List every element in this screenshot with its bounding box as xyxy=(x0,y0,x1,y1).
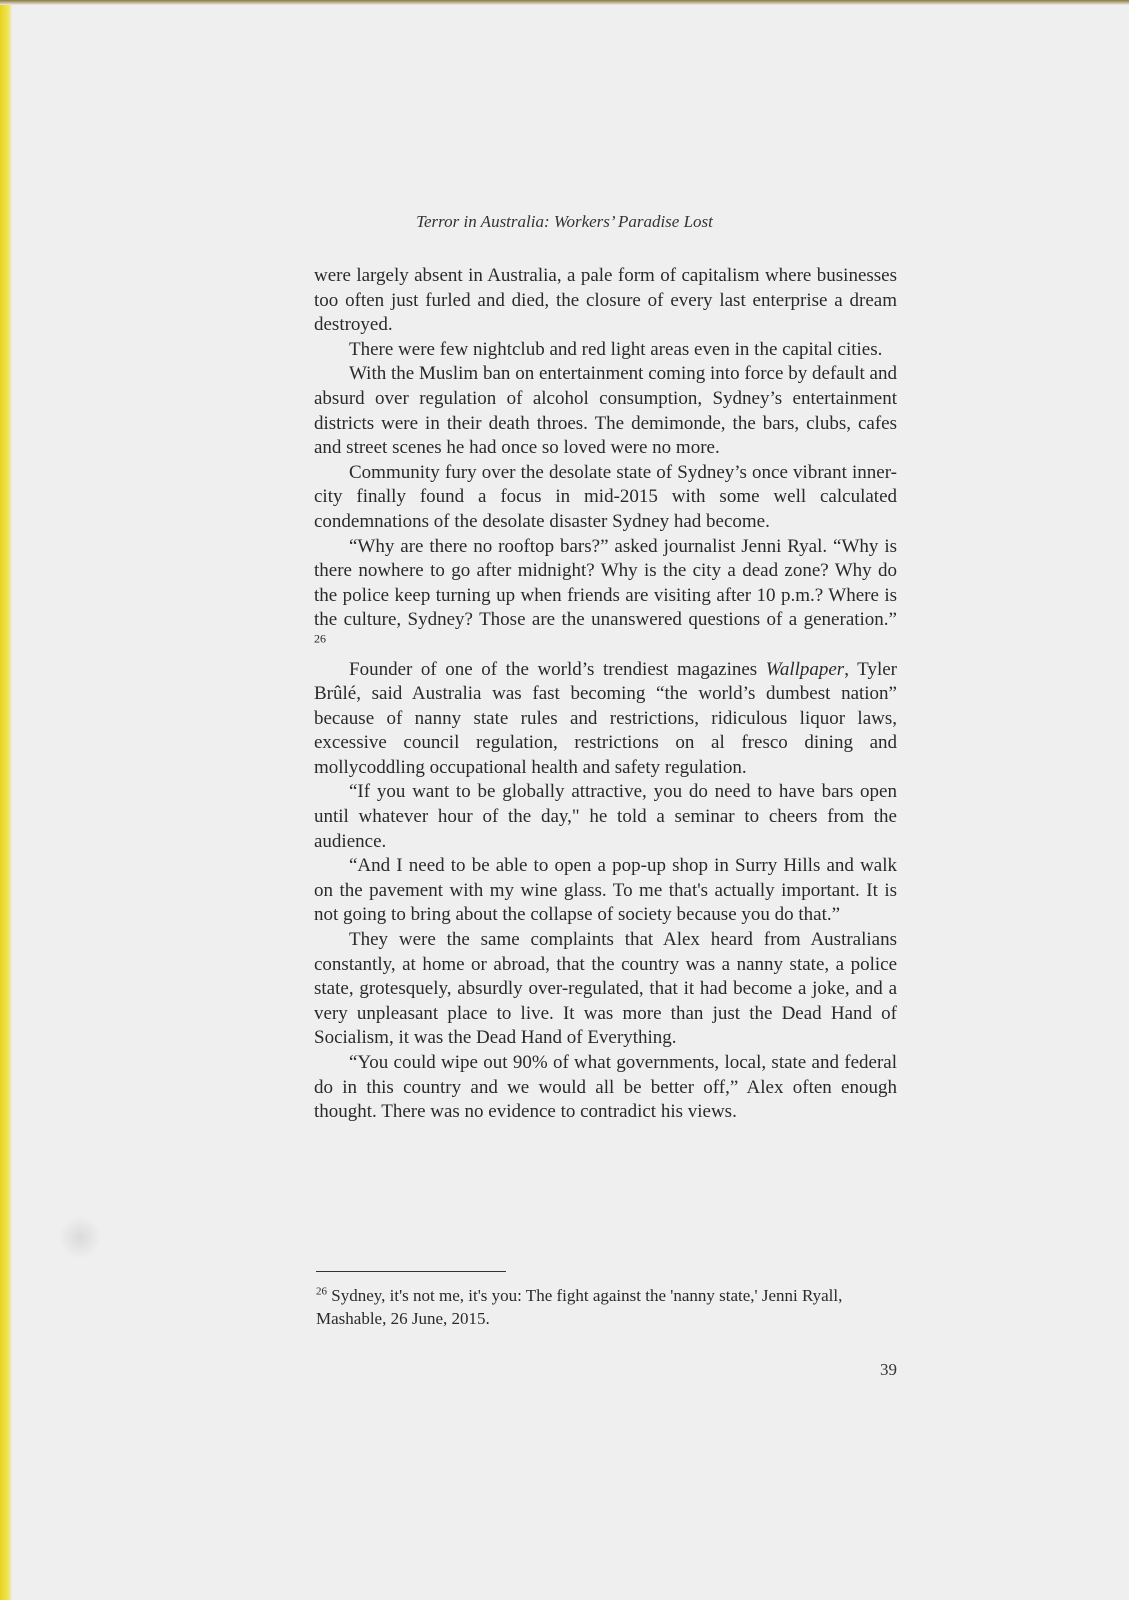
paragraph-4: Community fury over the desolate state of Sydney’s once vibrant inner-city finally found a focus in mid-2015 with some well calculated condemnations of the desolate disaster Sydney had become. xyxy=(314,461,897,532)
scan-blemish xyxy=(60,1215,100,1260)
paragraph-2: There were few nightclub and red light areas even in the capital cities. xyxy=(349,338,883,360)
magazine-title: Wallpaper xyxy=(765,658,845,680)
footnote-number: 26 xyxy=(316,1285,327,1298)
running-head: Terror in Australia: Workers’ Paradise Lost xyxy=(416,212,713,231)
paragraph-8: “And I need to be able to open a pop-up shop in Surry Hills and walk on the pavement with my wine glass. To me that's actually important. It is not going to bring about the collapse of society because you do that.” xyxy=(314,855,897,926)
footnote-reference[interactable]: 26 xyxy=(314,631,326,646)
footnote-divider xyxy=(316,1271,506,1272)
paragraph-1: were largely absent in Australia, a pale form of capitalism where businesses too often just furled and died, the closure of every last enterprise a dream destroyed. xyxy=(314,265,897,336)
scan-edge-left xyxy=(0,0,12,1600)
paragraph-10: “You could wipe out 90% of what governments, local, state and federal do in this country and we would all be better off,” Alex often enough thought. There was no evidence to contradict his views. xyxy=(314,1052,897,1123)
paragraph-5: “Why are there no rooftop bars?” asked journalist Jenni Ryal. “Why is there nowhere to go after midnight? Why is the city a dead zone? Why do the police keep turning up when friends are visiting after 10 p.m.? Where is the culture, Sydney? Those are the unanswered questions of a generation.” $^{26}$ xyxy=(314,535,897,646)
paragraph-7: “If you want to be globally attractive, you do need to have bars open until whatever hour of the day," he told a seminar to cheers from the audience. xyxy=(314,781,897,852)
paragraph-9: They were the same complaints that Alex heard from Australians constantly, at home or abroad, that the country was a nanny state, a police state, grotesquely, absurdly over-regulated, that it had become a joke, and a very unpleasant place to live. It was more than just the Dead Hand of Socialism, it was the Dead Hand of Everything. xyxy=(314,929,897,1049)
body-text xyxy=(314,264,897,1125)
page-number: 39 xyxy=(880,1360,897,1379)
footnote xyxy=(316,1284,901,1330)
paragraph-6: Founder of one of the world’s trendiest magazines Wallpaper, Tyler Brûlé, said Australia was fast becoming “the world’s dumbest nation” because of nanny state rules and restrictions, ridiculous liquor laws, excessive council regulation, restrictions on al fresco dining and mollycoddling occupational health and safety regulation. xyxy=(314,658,897,778)
paragraph-3: With the Muslim ban on entertainment coming into force by default and absurd over regulation of alcohol consumption, Sydney’s entertainment districts were in their death throes. The demimonde, the bars, clubs, cafes and street scenes he had once so loved were no more. xyxy=(314,363,897,459)
footnote-text: Sydney, it's not me, it's you: The fight against the 'nanny state,' Jenni Ryall, Mashable, 26 June, 2015. xyxy=(316,1286,843,1328)
